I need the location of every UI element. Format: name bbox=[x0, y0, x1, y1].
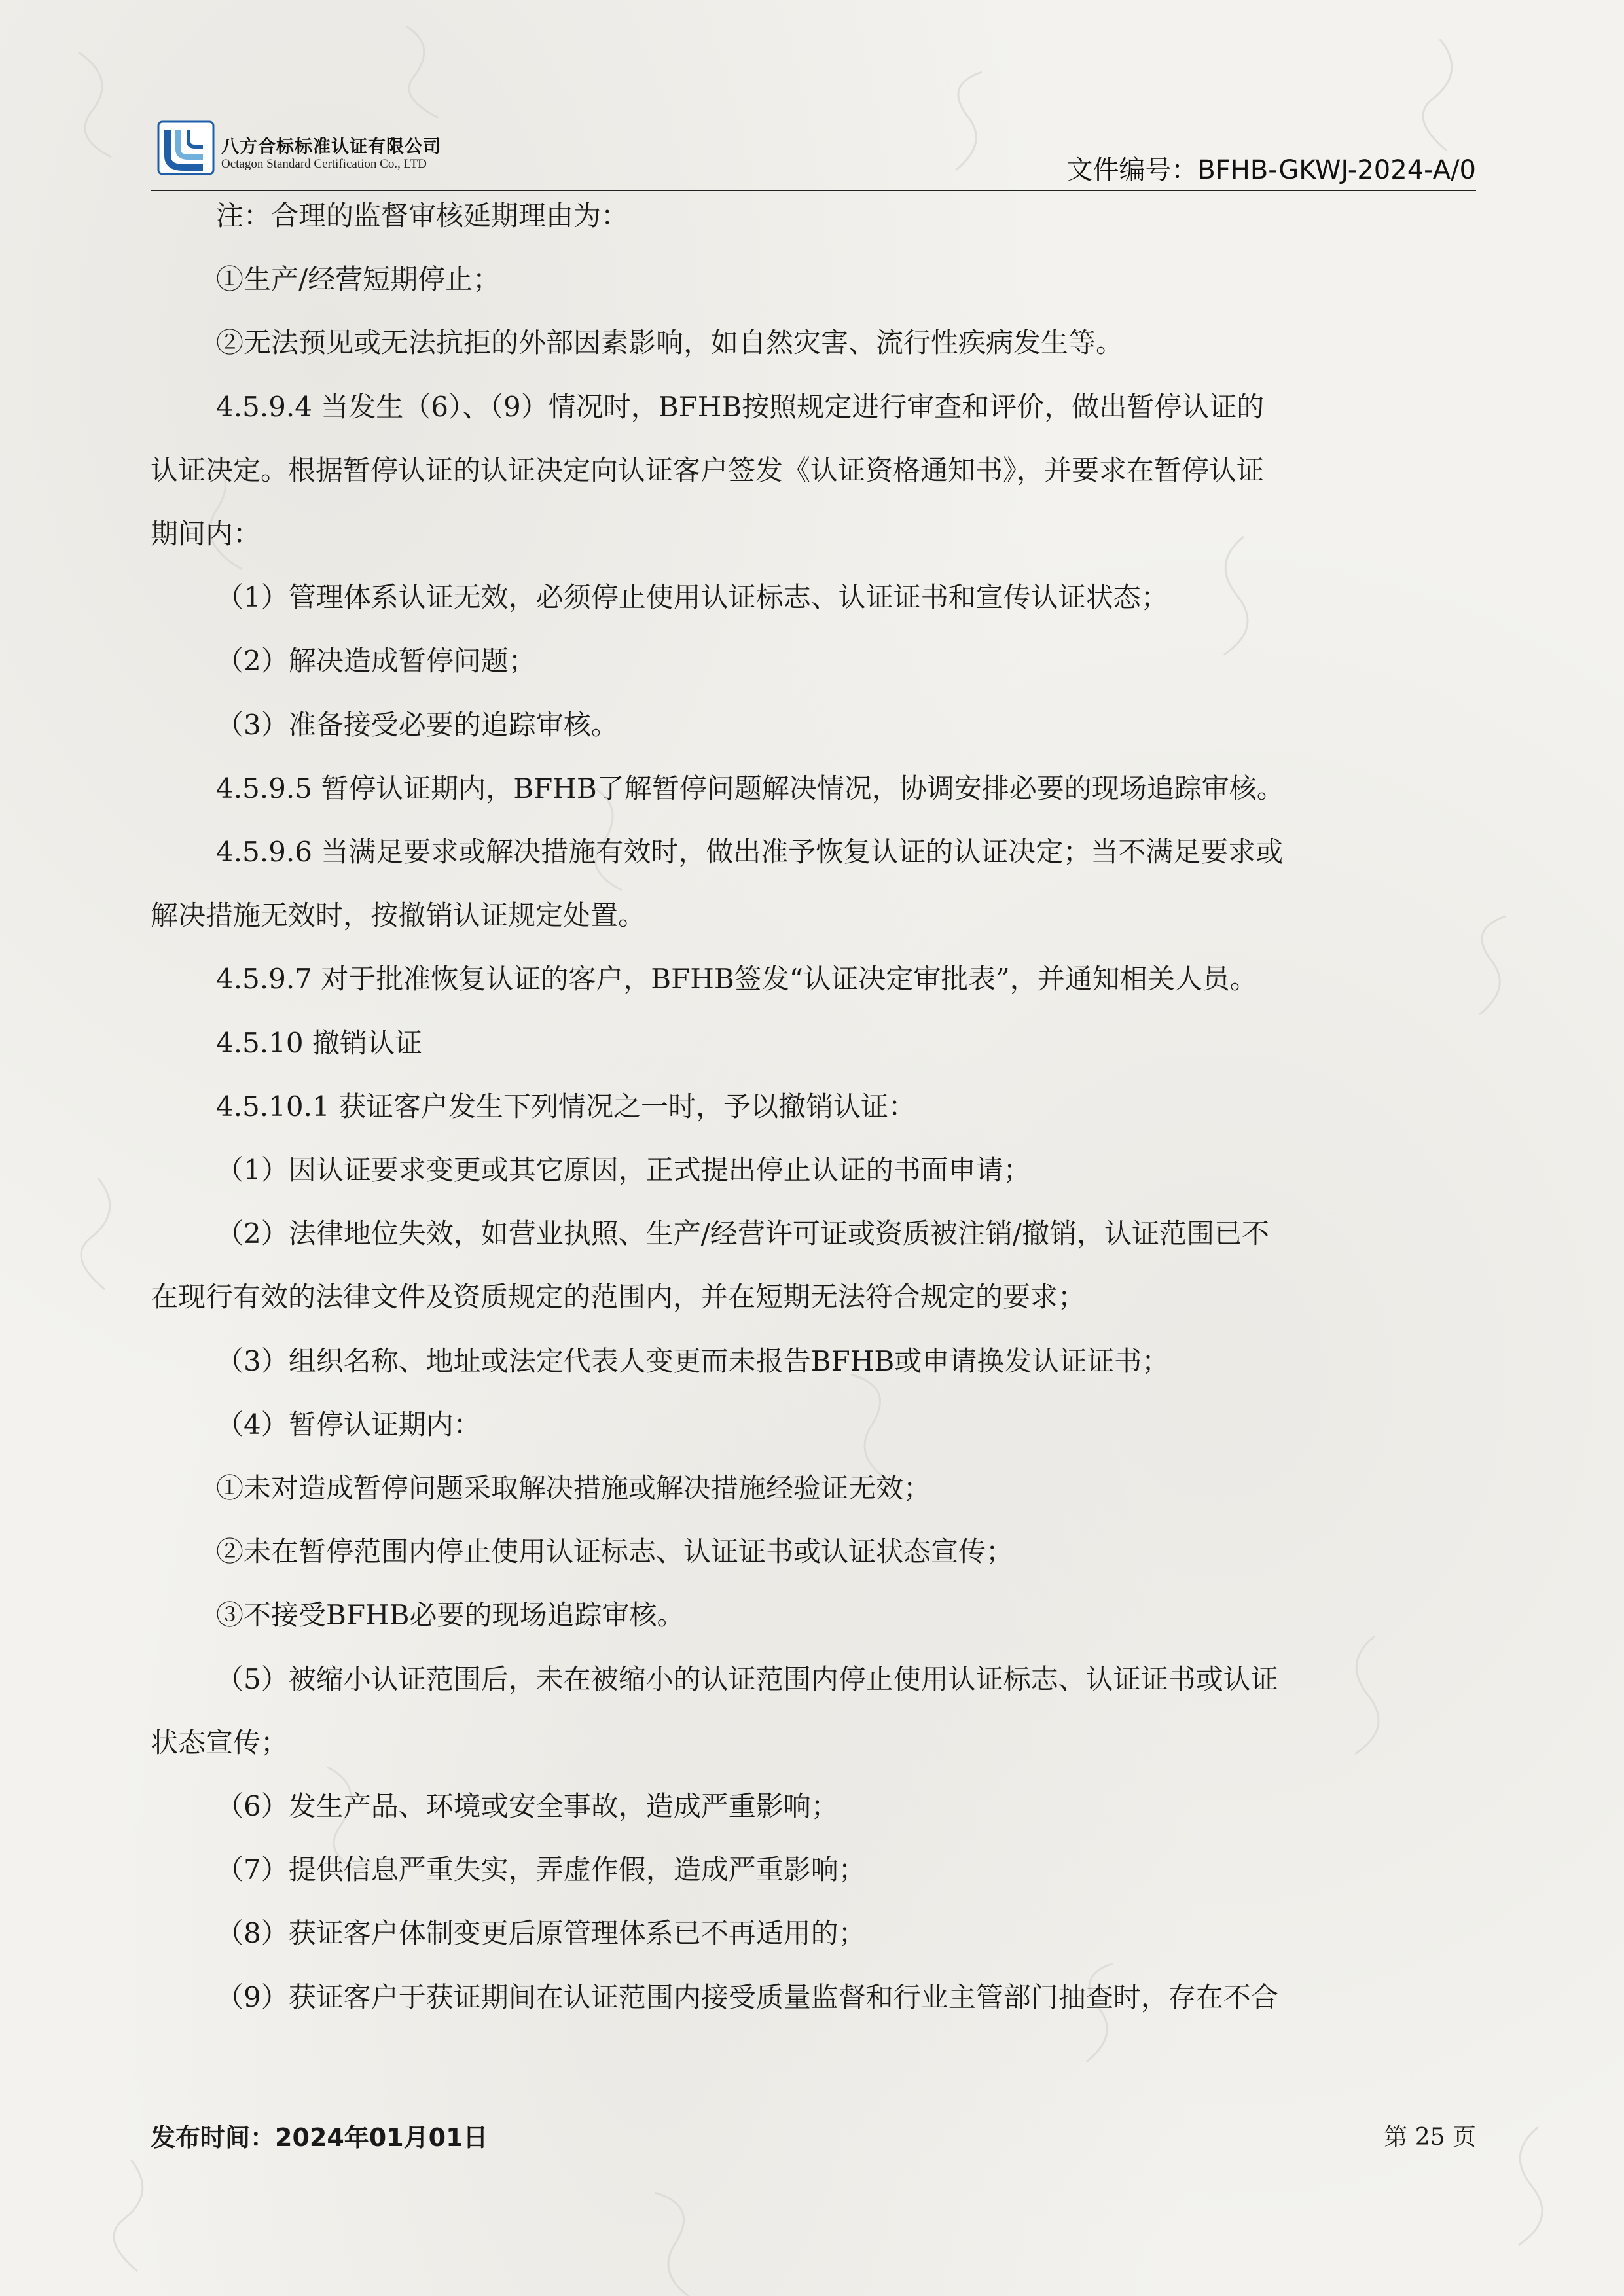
paragraph-line: 状态宣传； bbox=[151, 1727, 289, 1759]
clause-4-5-9-6: 4.5.9.6 当满足要求或解决措施有效时，做出准予恢复认证的认证决定；当不满足要求或 bbox=[216, 836, 1284, 868]
list-item: （4）暂停认证期内： bbox=[216, 1408, 481, 1441]
list-item: （1）因认证要求变更或其它原因，正式提出停止认证的书面申请； bbox=[216, 1154, 1031, 1186]
list-item: （9）获证客户于获证期间在认证范围内接受质量监督和行业主管部门抽查时，存在不合 bbox=[216, 1981, 1278, 2013]
logo-company-name-en: Octagon Standard Certification Co., LTD bbox=[221, 157, 427, 171]
publish-date: 发布时间：2024年01月01日 bbox=[151, 2123, 488, 2152]
list-item: （1）管理体系认证无效，必须停止使用认证标志、认证证书和宣传认证状态； bbox=[216, 581, 1168, 613]
clause-4-5-9-7: 4.5.9.7 对于批准恢复认证的客户，BFHB签发“认证决定审批表”，并通知相关人员。 bbox=[216, 963, 1257, 995]
sub-item: ①未对造成暂停问题采取解决措施或解决措施经验证无效； bbox=[216, 1472, 931, 1504]
logo-company-name-cn: 八方合标标准认证有限公司 bbox=[221, 137, 441, 157]
section-heading-4-5-10: 4.5.10 撤销认证 bbox=[216, 1027, 422, 1059]
paragraph-line: ②无法预见或无法抗拒的外部因素影响，如自然灾害、流行性疾病发生等。 bbox=[216, 327, 1124, 359]
document-number: 文件编号：BFHB-GKWJ-2024-A/0 bbox=[1066, 155, 1476, 185]
page-footer bbox=[151, 2117, 1476, 2157]
clause-4-5-9-4: 4.5.9.4 当发生（6）、（9）情况时，BFHB按照规定进行审查和评价，做出暂停认证的 bbox=[216, 391, 1265, 423]
note-heading: 注：合理的监督审核延期理由为： bbox=[216, 200, 629, 232]
clause-4-5-9-5: 4.5.9.5 暂停认证期内，BFHB了解暂停问题解决情况，协调安排必要的现场追踪审核。 bbox=[216, 772, 1284, 804]
paragraph-line: 期间内： bbox=[151, 518, 261, 550]
page-number: 第 25 页 bbox=[1384, 2124, 1476, 2151]
list-item: （6）发生产品、环境或安全事故，造成严重影响； bbox=[216, 1790, 839, 1822]
list-item: （2）解决造成暂停问题； bbox=[216, 645, 536, 677]
paragraph-line: ①生产/经营短期停止； bbox=[216, 263, 501, 295]
paragraph-line: 解决措施无效时，按撤销认证规定处置。 bbox=[151, 899, 646, 931]
list-item: （3）组织名称、地址或法定代表人变更而未报告BFHB或申请换发认证证书； bbox=[216, 1345, 1170, 1377]
paragraph-line: 认证决定。根据暂停认证的认证决定向认证客户签发《认证资格通知书》，并要求在暂停认证 bbox=[151, 454, 1265, 486]
paragraph-line: 在现行有效的法律文件及资质规定的范围内，并在短期无法符合规定的要求； bbox=[151, 1281, 1086, 1313]
header-divider bbox=[151, 190, 1476, 191]
list-item: （7）提供信息严重失实，弄虚作假，造成严重影响； bbox=[216, 1854, 866, 1886]
list-item: （3）准备接受必要的追踪审核。 bbox=[216, 709, 619, 741]
clause-4-5-10-1: 4.5.10.1 获证客户发生下列情况之一时，予以撤销认证： bbox=[216, 1090, 916, 1122]
company-logo-icon bbox=[156, 118, 216, 178]
page-header bbox=[151, 111, 1476, 191]
list-item: （2）法律地位失效，如营业执照、生产/经营许可证或资质被注销/撤销，认证范围已不 bbox=[216, 1217, 1270, 1249]
company-logo bbox=[156, 118, 522, 181]
list-item: （5）被缩小认证范围后，未在被缩小的认证范围内停止使用认证标志、认证证书或认证 bbox=[216, 1663, 1278, 1695]
sub-item: ③不接受BFHB必要的现场追踪审核。 bbox=[216, 1599, 685, 1631]
sub-item: ②未在暂停范围内停止使用认证标志、认证证书或认证状态宣传； bbox=[216, 1535, 1014, 1568]
list-item: （8）获证客户体制变更后原管理体系已不再适用的； bbox=[216, 1917, 866, 1949]
